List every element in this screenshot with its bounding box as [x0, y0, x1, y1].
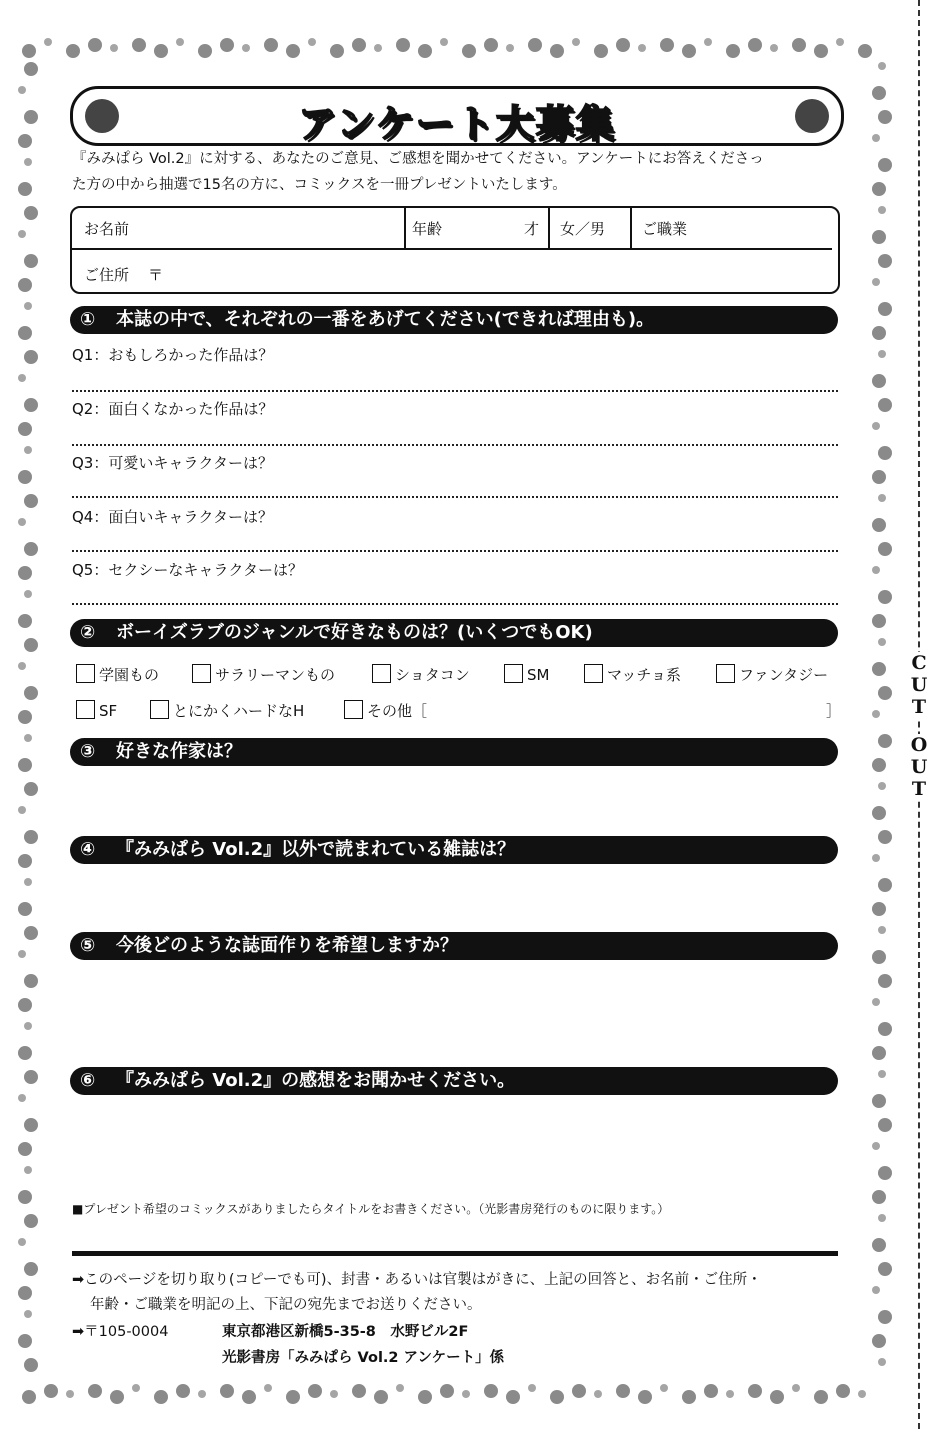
paw-print-icon	[872, 374, 886, 388]
paw-print-icon	[374, 44, 382, 52]
paw-print-icon	[594, 1390, 602, 1398]
paw-print-icon	[24, 1214, 38, 1228]
page-title: アンケート大募集	[298, 102, 616, 146]
info-row-top	[72, 208, 832, 250]
paw-print-icon	[878, 686, 892, 700]
paw-print-icon	[18, 806, 26, 814]
paw-print-icon	[24, 1358, 38, 1372]
paw-print-icon	[352, 38, 366, 52]
paw-print-icon	[24, 878, 32, 886]
paw-print-icon	[858, 44, 872, 58]
paw-print-icon	[878, 926, 886, 934]
paw-print-icon	[198, 1390, 206, 1398]
paw-print-icon	[220, 38, 234, 52]
paw-print-icon	[878, 974, 892, 988]
paw-print-icon	[24, 830, 38, 844]
paw-print-icon	[878, 446, 892, 460]
paw-print-icon	[704, 1384, 718, 1398]
paw-print-icon	[18, 326, 32, 340]
paw-print-icon	[616, 38, 630, 52]
paw-print-icon	[872, 854, 880, 862]
checkbox-icon[interactable]	[584, 664, 603, 683]
paw-print-icon	[18, 278, 32, 292]
paw-print-icon	[616, 1384, 630, 1398]
paw-print-icon	[66, 44, 80, 58]
paw-print-icon	[24, 494, 38, 508]
paw-print-icon	[18, 182, 32, 196]
name-field[interactable]: お名前	[84, 220, 130, 238]
paw-print-icon	[24, 734, 32, 742]
paw-print-icon	[872, 470, 886, 484]
paw-print-icon	[24, 782, 38, 796]
checkbox-icon[interactable]	[504, 664, 523, 683]
paw-print-icon	[638, 44, 646, 52]
paw-print-icon	[792, 1384, 800, 1392]
paw-print-icon	[872, 1142, 880, 1150]
paw-print-icon	[748, 1384, 762, 1398]
checkbox-icon[interactable]	[716, 664, 735, 683]
cut-label-bottom: O U T	[908, 734, 930, 800]
paw-print-icon	[24, 1310, 32, 1318]
section-3-header: ③ 好きな作家は？	[70, 738, 838, 766]
paw-print-icon	[594, 44, 608, 58]
paw-print-icon	[872, 278, 880, 286]
paw-print-icon	[18, 230, 26, 238]
paw-print-icon	[872, 518, 886, 532]
paw-print-icon	[176, 38, 184, 46]
paw-print-icon	[242, 1390, 256, 1404]
genre-checkbox[interactable]: SM	[504, 664, 549, 684]
paw-print-icon	[18, 1238, 26, 1246]
paw-print-icon	[462, 1390, 470, 1398]
intro-text: 『みみぱら Vol.2』に対する、あなたのご意見、ご感想を聞かせてください。アンケートにお答えくださっ た方の中から抽選で15名の方に、コミックスを一冊プレゼントいたします。	[72, 151, 764, 193]
paw-print-icon	[18, 566, 32, 580]
paw-print-icon	[872, 86, 886, 100]
paw-print-icon	[24, 1070, 38, 1084]
paw-print-icon	[878, 350, 886, 358]
paw-print-icon	[24, 110, 38, 124]
paw-print-icon	[878, 734, 892, 748]
paw-print-icon	[24, 446, 32, 454]
genre-checkbox[interactable]: ファンタジー	[716, 664, 828, 685]
paw-print-icon	[18, 1094, 26, 1102]
section-5-header: ⑤ 今後どのような誌面作りを希望しますか？	[70, 932, 838, 960]
paw-print-icon	[264, 1384, 272, 1392]
paw-print-icon	[872, 566, 880, 574]
paw-print-icon	[872, 1190, 886, 1204]
paw-print-icon	[330, 44, 344, 58]
paw-print-icon	[572, 1384, 586, 1398]
paw-print-icon	[814, 44, 828, 58]
answer-line-1[interactable]	[72, 390, 838, 392]
footer-address: 東京都港区新橋5-35-8 水野ビル2F	[222, 1324, 469, 1340]
section-1-header: ① 本誌の中で、それぞれの一番をあげてください(できれば理由も)。	[70, 306, 838, 334]
paw-print-icon	[440, 1384, 454, 1398]
paw-print-icon	[878, 110, 892, 124]
checkbox-icon[interactable]	[372, 664, 391, 683]
paw-print-icon	[638, 1390, 652, 1404]
paw-print-icon	[44, 1384, 58, 1398]
footer-rule	[72, 1251, 838, 1256]
present-note: ■プレゼント希望のコミックスがありましたらタイトルをお書きください。（光影書房発行のものに限ります。）	[72, 1202, 670, 1216]
paw-print-icon	[682, 1390, 696, 1404]
paw-print-icon	[878, 206, 886, 214]
paw-print-icon	[872, 662, 886, 676]
paw-print-icon	[858, 1390, 866, 1398]
genre-checkbox[interactable]: ショタコン	[372, 664, 470, 685]
paw-print-icon	[878, 398, 892, 412]
address-field[interactable]: ご住所	[84, 266, 130, 284]
paw-print-icon	[878, 542, 892, 556]
paw-print-icon	[18, 134, 32, 148]
paw-print-icon	[462, 44, 476, 58]
paw-print-icon	[872, 1286, 880, 1294]
paw-print-icon	[836, 1384, 850, 1398]
paw-print-icon	[872, 806, 886, 820]
paw-print-icon	[878, 1118, 892, 1132]
paw-print-icon	[24, 638, 38, 652]
paw-print-icon	[330, 1390, 338, 1398]
question-2: Q2：面白くなかった作品は？	[72, 400, 274, 418]
paw-print-icon	[878, 62, 886, 70]
paw-print-icon	[878, 1070, 886, 1078]
paw-print-icon	[792, 38, 806, 52]
paw-print-icon	[878, 638, 886, 646]
paw-print-icon	[18, 1190, 32, 1204]
paw-print-icon	[18, 1286, 32, 1300]
answer-line-4[interactable]	[72, 550, 838, 552]
cut-label-top: C U T	[908, 652, 930, 718]
paw-print-icon	[872, 1238, 886, 1252]
paw-print-icon	[308, 38, 316, 46]
paw-print-icon	[878, 1214, 886, 1222]
paw-print-icon	[660, 38, 674, 52]
paw-print-icon	[704, 38, 712, 46]
paw-print-icon	[18, 1142, 32, 1156]
paw-print-icon	[872, 902, 886, 916]
paw-print-icon	[872, 230, 886, 244]
paw-print-icon	[18, 614, 32, 628]
paw-print-icon	[66, 1390, 74, 1398]
genre-checkbox[interactable]: SF	[76, 700, 117, 720]
paw-print-icon	[242, 44, 250, 52]
paw-print-icon	[132, 1384, 140, 1392]
answer-line-5[interactable]	[72, 603, 838, 605]
answer-line-2[interactable]	[72, 444, 838, 446]
paw-print-icon	[24, 254, 38, 268]
paw-print-icon	[374, 1390, 388, 1404]
age-field[interactable]: 年齢	[412, 220, 443, 238]
paw-print-icon	[18, 1334, 32, 1348]
paw-print-icon	[24, 686, 38, 700]
paw-print-icon	[110, 1390, 124, 1404]
paw-print-icon	[878, 590, 892, 604]
paw-print-icon	[18, 86, 26, 94]
paw-print-icon	[24, 62, 38, 76]
paw-print-icon	[872, 998, 880, 1006]
paw-print-icon	[18, 1046, 32, 1060]
paw-print-icon	[18, 422, 32, 436]
paw-print-icon	[18, 470, 32, 484]
paw-print-icon	[506, 1390, 520, 1404]
paw-print-icon	[88, 1384, 102, 1398]
paw-print-icon	[220, 1384, 234, 1398]
checkbox-icon[interactable]	[76, 700, 95, 719]
paw-print-icon	[286, 1390, 300, 1404]
paw-print-icon	[22, 1390, 36, 1404]
genre-checkbox[interactable]: サラリーマンもの	[192, 664, 335, 685]
paw-print-icon	[24, 1022, 32, 1030]
postal-mark: 〒	[148, 266, 164, 284]
paw-print-icon	[814, 1390, 828, 1404]
genre-checkbox[interactable]: マッチョ系	[584, 664, 681, 685]
paw-print-icon	[18, 758, 32, 772]
paw-print-icon	[878, 1358, 886, 1366]
paw-print-icon	[878, 830, 892, 844]
paw-print-icon	[872, 182, 886, 196]
paw-print-icon	[726, 44, 740, 58]
paw-print-icon	[748, 38, 762, 52]
paw-print-icon	[132, 38, 146, 52]
paw-print-icon	[872, 1094, 886, 1108]
paw-print-icon	[24, 974, 38, 988]
paw-print-icon	[878, 494, 886, 502]
paw-print-icon	[682, 44, 696, 58]
paw-print-icon	[484, 38, 498, 52]
paw-print-icon	[24, 926, 38, 940]
paw-print-icon	[878, 158, 892, 172]
gender-field[interactable]: 女／男	[560, 220, 606, 238]
paw-print-icon	[18, 854, 32, 868]
answer-line-3[interactable]	[72, 496, 838, 498]
paw-print-icon	[872, 710, 880, 718]
footer-instructions-2: 年齢・ご職業を明記の上、下記の宛先までお送りください。	[90, 1297, 482, 1313]
paw-print-icon	[872, 326, 886, 340]
paw-print-icon	[836, 38, 844, 46]
paw-print-icon	[88, 38, 102, 52]
checkbox-icon[interactable]	[150, 700, 169, 719]
paw-print-icon	[24, 1262, 38, 1276]
footer-postal: ➡〒105-0004	[72, 1324, 169, 1340]
paw-print-icon	[396, 38, 410, 52]
paw-print-icon	[24, 350, 38, 364]
paw-print-icon	[22, 44, 36, 58]
paw-print-icon	[872, 1334, 886, 1348]
paw-print-icon	[18, 998, 32, 1012]
paw-print-icon	[528, 38, 542, 52]
paw-print-icon	[872, 950, 886, 964]
paw-print-icon	[878, 878, 892, 892]
question-3: Q3：可愛いキャラクターは？	[72, 454, 274, 472]
paw-print-icon	[24, 1166, 32, 1174]
footer-recipient: 光影書房「みみぱら Vol.2 アンケート」係	[222, 1350, 505, 1366]
checkbox-icon[interactable]	[76, 664, 95, 683]
job-field[interactable]: ご職業	[642, 220, 688, 238]
paw-print-icon	[18, 710, 32, 724]
paw-print-icon	[24, 158, 32, 166]
paw-print-icon	[878, 302, 892, 316]
paw-print-icon	[726, 1390, 734, 1398]
section-6-header: ⑥ 『みみぱら Vol.2』の感想をお聞かせください。	[70, 1067, 838, 1095]
paw-print-icon	[18, 518, 26, 526]
paw-print-icon	[878, 254, 892, 268]
paw-print-icon	[872, 422, 880, 430]
paw-print-icon	[660, 1384, 668, 1392]
paw-print-icon	[878, 1022, 892, 1036]
paw-print-icon	[484, 1384, 498, 1398]
paw-print-icon	[528, 1384, 536, 1392]
paw-print-icon	[308, 1384, 322, 1398]
paw-print-icon	[44, 38, 52, 46]
paw-print-icon	[18, 662, 26, 670]
genre-checkbox-other[interactable]: その他［	[344, 700, 427, 721]
paw-print-icon	[24, 206, 38, 220]
title-banner	[70, 86, 844, 146]
paw-print-icon	[440, 38, 448, 46]
paw-print-icon	[878, 1262, 892, 1276]
paw-print-icon	[572, 38, 580, 46]
paw-print-icon	[264, 38, 278, 52]
question-5: Q5：セクシーなキャラクターは？	[72, 561, 304, 579]
paw-print-icon	[24, 542, 38, 556]
paw-print-icon	[24, 302, 32, 310]
section-4-header: ④ 『みみぱら Vol.2』以外で読まれている雑誌は？	[70, 836, 838, 864]
paw-print-icon	[198, 44, 212, 58]
paw-print-icon	[878, 1310, 892, 1324]
age-unit: 才	[524, 220, 540, 238]
paw-print-icon	[154, 1390, 168, 1404]
paw-print-icon	[770, 44, 778, 52]
paw-print-icon	[176, 1384, 190, 1398]
paw-print-icon	[24, 1118, 38, 1132]
paw-print-icon	[18, 950, 26, 958]
paw-print-icon	[770, 1390, 784, 1404]
paw-print-icon	[506, 44, 514, 52]
paw-print-icon	[18, 902, 32, 916]
paw-print-icon	[24, 590, 32, 598]
paw-print-icon	[24, 398, 38, 412]
paw-print-icon	[550, 1390, 564, 1404]
question-4: Q4：面白いキャラクターは？	[72, 508, 274, 526]
personal-info-form	[70, 206, 840, 294]
paw-print-icon	[396, 1384, 404, 1392]
paw-print-icon	[878, 1166, 892, 1180]
checkbox-icon[interactable]	[344, 700, 363, 719]
paw-print-icon	[418, 44, 432, 58]
paw-print-icon	[872, 758, 886, 772]
bracket-close: ］	[826, 702, 842, 720]
question-1: Q1：おもしろかった作品は？	[72, 346, 274, 364]
paw-print-icon	[110, 44, 118, 52]
paw-print-icon	[872, 134, 880, 142]
paw-print-icon	[418, 1390, 432, 1404]
paw-print-icon	[352, 1384, 366, 1398]
genre-checkbox[interactable]: 学園もの	[76, 664, 159, 685]
paw-print-icon	[872, 1046, 886, 1060]
genre-checkbox[interactable]: とにかくハードなH	[150, 700, 304, 721]
footer-instructions-1: ➡このページを切り取り(コピーでも可)、封書・あるいは官製はがきに、上記の回答と、お名前・ご住所・	[72, 1272, 762, 1288]
paw-print-icon	[872, 614, 886, 628]
section-2-header: ② ボーイズラブのジャンルで好きなものは？(いくつでもOK)	[70, 619, 838, 647]
paw-print-icon	[18, 374, 26, 382]
paw-print-icon	[286, 44, 300, 58]
paw-print-icon	[878, 782, 886, 790]
paw-print-icon	[154, 44, 168, 58]
paw-print-icon	[550, 44, 564, 58]
checkbox-icon[interactable]	[192, 664, 211, 683]
